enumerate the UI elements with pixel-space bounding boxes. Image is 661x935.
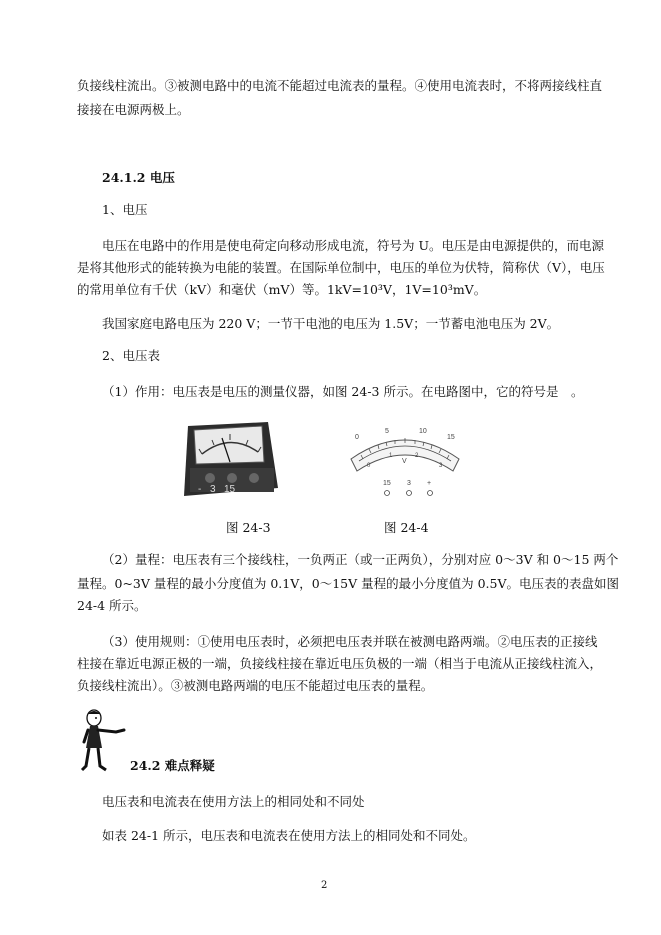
dial-inner-tick: 0 — [367, 463, 371, 469]
text-line: （1）作用：电压表是电压的测量仪器，如图 24-3 所示。在电路图中，它的符号是 。 — [102, 384, 584, 399]
dial-terminal-label: 15 — [383, 480, 391, 487]
text-line: 是将其他形式的能转换为电能的装置。在国际单位制中，电压的单位为伏特，简称伏（V），电压 — [77, 260, 605, 275]
text-line: 负接线柱流出。③被测电路中的电流不能超过电流表的量程。④使用电流表时，不将两接线柱直 — [77, 78, 603, 93]
text-line: 的常用单位有千伏（kV）和毫伏（mV）等。1kV=10³V，1V=10³mV。 — [77, 282, 487, 297]
dial-top-tick: 0 — [355, 434, 359, 441]
subsection-heading: 1、电压 — [102, 202, 148, 217]
page-number: 2 — [321, 880, 328, 891]
section-heading: 24.2 难点释疑 — [130, 758, 215, 773]
figure-caption: 图 24-4 — [384, 520, 429, 535]
meter-terminal-label: - — [198, 484, 202, 495]
text-line: 柱接在靠近电源正极的一端，负接线柱接在靠近电压负极的一端（相当于电流从正接线柱流入， — [77, 656, 603, 671]
dial-inner-tick: 3 — [439, 463, 443, 469]
dial-top-tick: 15 — [447, 434, 455, 441]
text-line: 接接在电源两极上。 — [77, 102, 190, 117]
dial-unit: V — [402, 458, 407, 465]
dial-terminal-label: 3 — [407, 480, 411, 487]
text-line: 量程。0~3V 量程的最小分度值为 0.1V，0～15V 量程的最小分度值为 0.5V。电压表的表盘如图 — [77, 576, 619, 591]
text-line: 如表 24-1 所示，电压表和电流表在使用方法上的相同处和不同处。 — [102, 828, 476, 843]
dial-inner-tick: 2 — [415, 453, 419, 459]
text-line: 负接线柱流出）。③被测电路两端的电压不能超过电压表的量程。 — [77, 678, 434, 693]
meter-terminal-label: 3 — [210, 484, 216, 495]
dial-figure — [345, 425, 465, 497]
text-line: 24-4 所示。 — [77, 598, 147, 613]
dial-inner-tick: 1 — [389, 453, 393, 459]
meter-terminal-label: 15 — [224, 484, 236, 495]
pointing-man-illustration — [80, 708, 130, 772]
dial-terminal-label: + — [427, 480, 432, 487]
figure-caption: 图 24-3 — [226, 520, 271, 535]
text-line: 电压表和电流表在使用方法上的相同处和不同处 — [102, 794, 365, 809]
section-heading: 24.1.2 电压 — [102, 170, 175, 185]
text-line: 电压在电路中的作用是使电荷定向移动形成电流，符号为 U。电压是由电源提供的，而电源 — [102, 238, 605, 253]
text-line: 我国家庭电路电压为 220 V；一节干电池的电压为 1.5V；一节蓄电池电压为 2V。 — [102, 316, 560, 331]
voltmeter-figure — [180, 418, 280, 500]
text-line: （2）量程：电压表有三个接线柱，一负两正（或一正两负），分别对应 0～3V 和 0～15 两个 — [102, 552, 619, 567]
dial-top-tick: 10 — [419, 428, 427, 435]
dial-top-tick: 5 — [385, 428, 389, 435]
subsection-heading: 2、电压表 — [102, 348, 160, 363]
text-line: （3）使用规则：①使用电压表时，必须把电压表并联在被测电路两端。②电压表的正接线 — [102, 634, 598, 649]
